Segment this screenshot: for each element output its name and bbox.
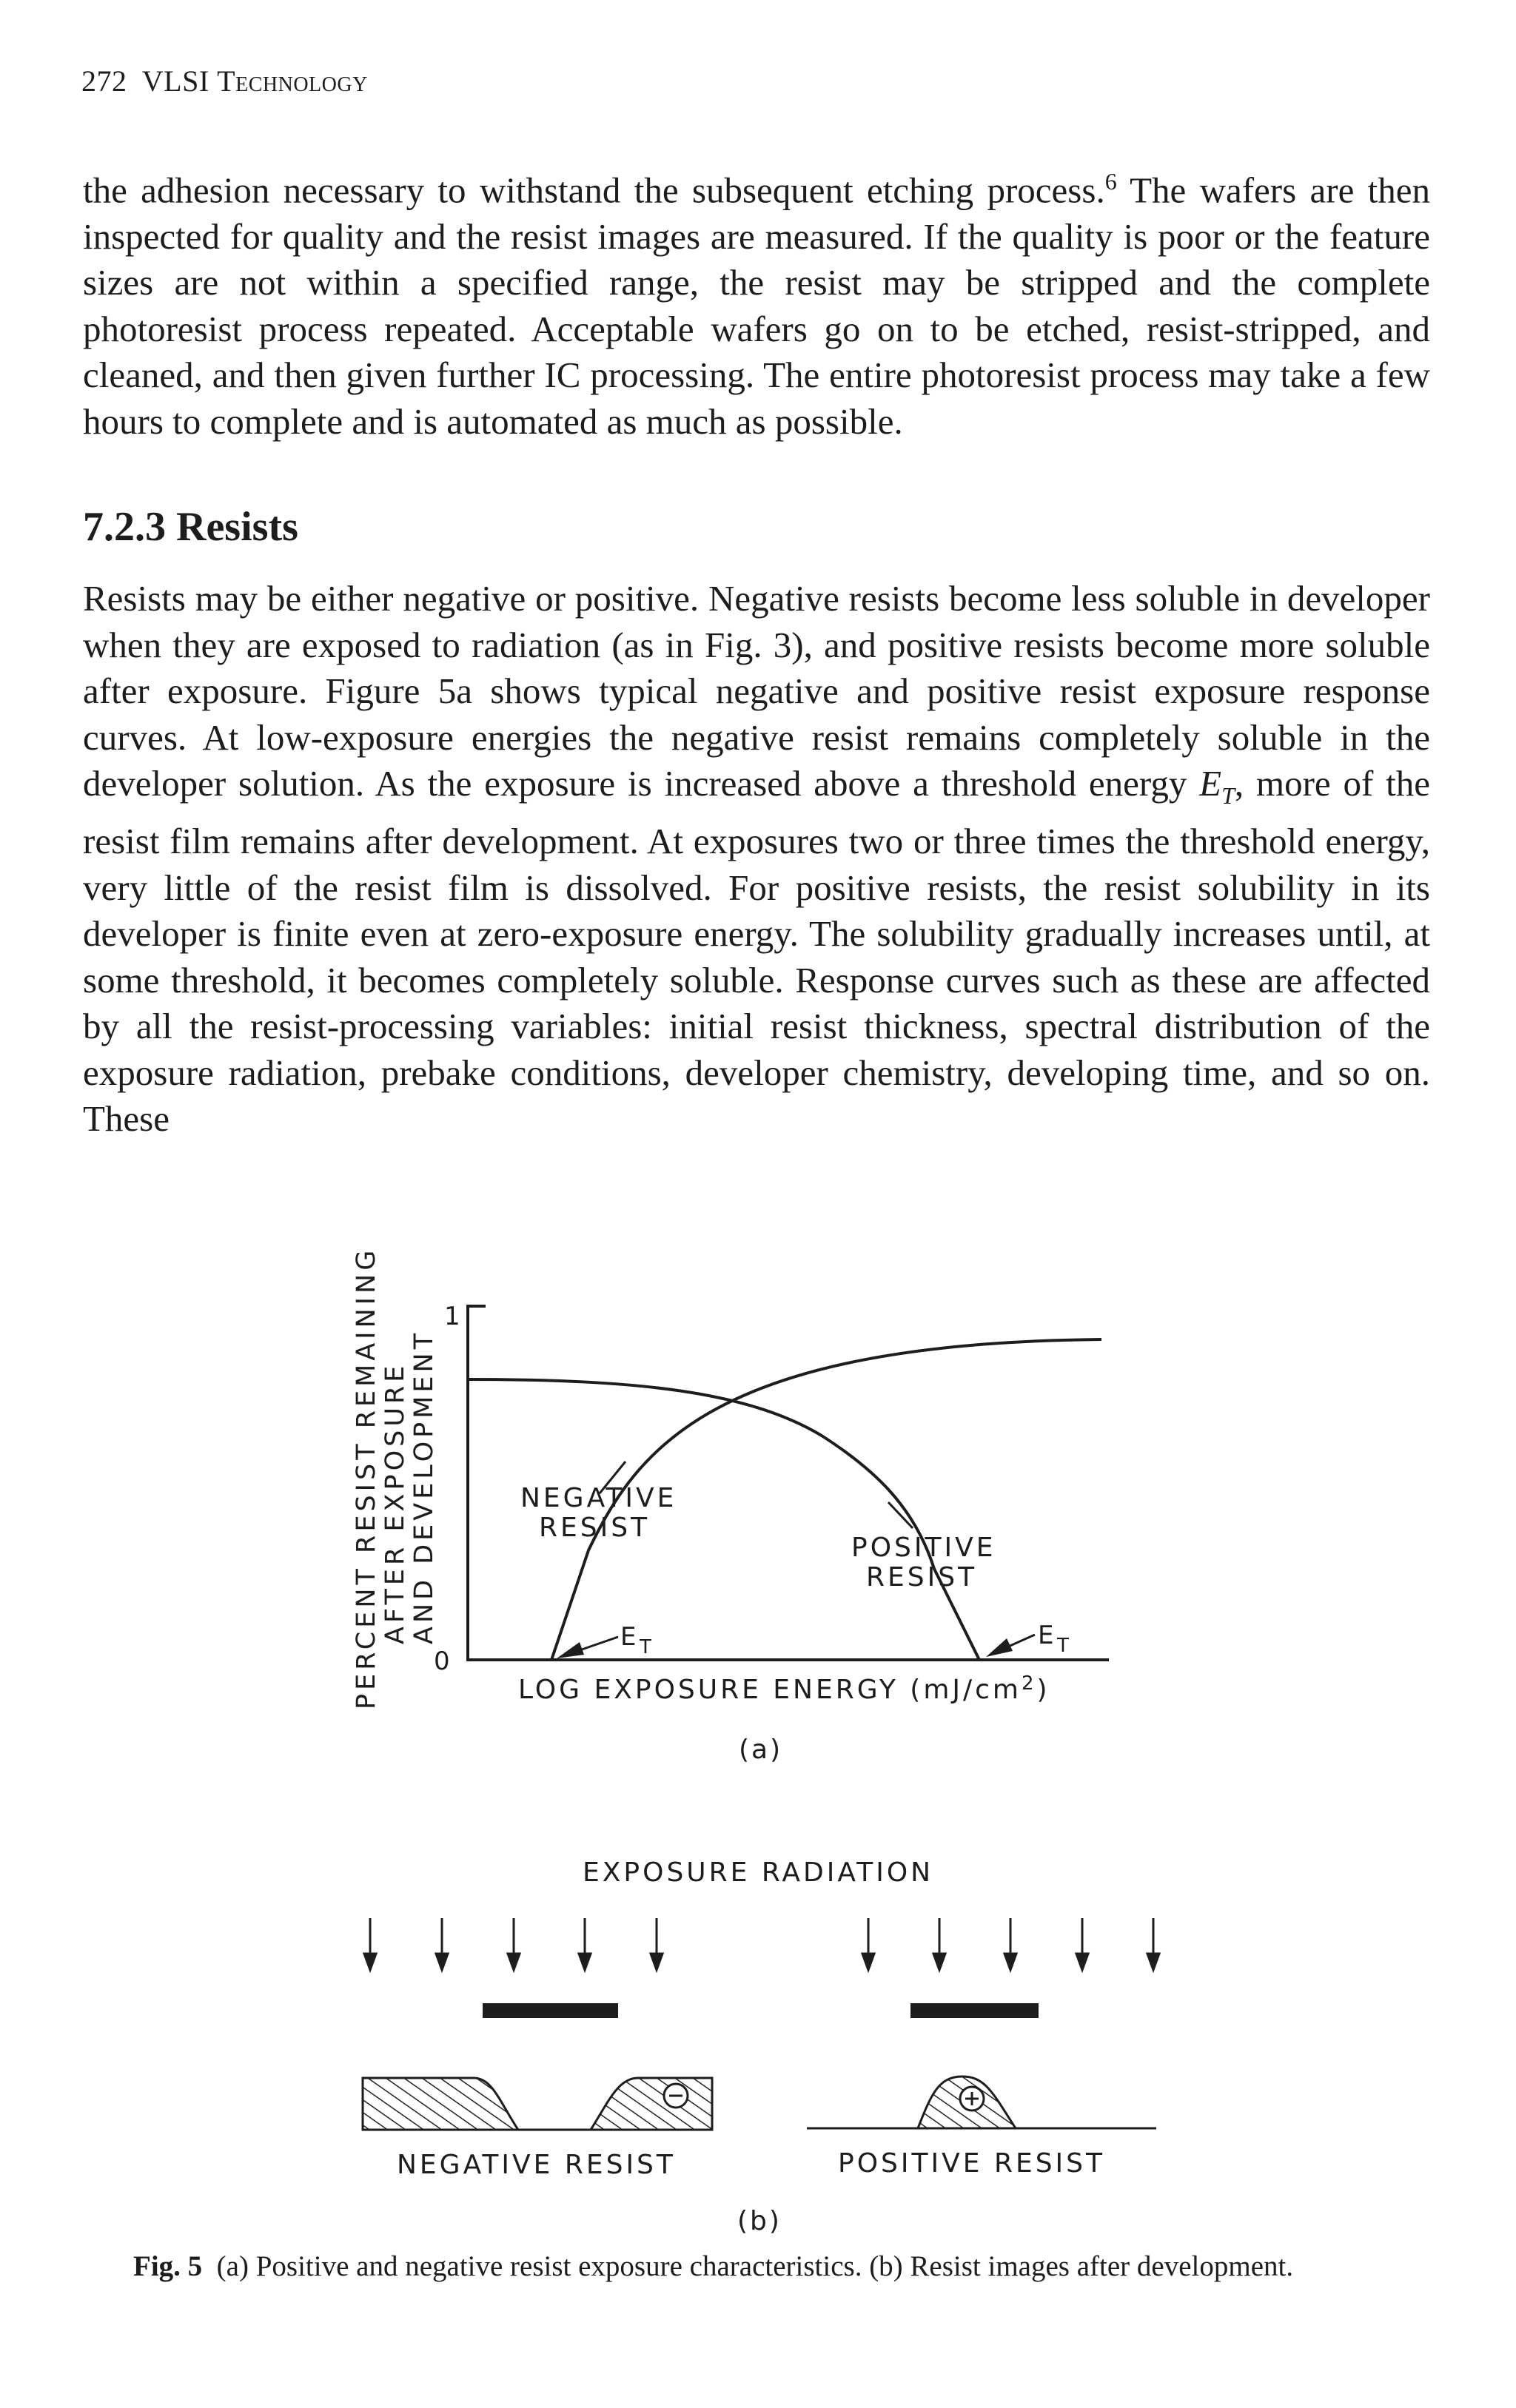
page-number: 272 — [81, 64, 127, 98]
y-axis-label-line2: AFTER EXPOSURE — [380, 1362, 410, 1644]
figure-5 — [0, 1214, 1516, 2242]
y-axis-label-line3: AND DEVELOPMENT — [409, 1329, 439, 1644]
p2-text-b: , more of the resist film remains after development. At exposures two or three times the threshold energy, very little of the resist film is dissolved. For positive resists, the resist solubility in its developer is finite even at zero-exposure energy. The solubility gradually increases until, at some threshold, it becomes completely soluble. Response curves such as these are affected by all the resist-processing variables: initial resist thickness, spectral distribution of the exposure radiation, prebake conditions, developer chemistry, developing time, and so on. These — [83, 763, 1430, 1140]
mask-positive — [910, 2003, 1039, 2018]
section-title: Resists — [176, 504, 298, 550]
negative-resist-label-1: NEGATIVE — [520, 1483, 677, 1513]
radiation-arrows-positive — [862, 1918, 1159, 1970]
panel-b-label: (b) — [737, 2206, 782, 2236]
mask-negative — [483, 2003, 618, 2018]
y-axis-label-line1: PERCENT RESIST REMAINING — [352, 1246, 381, 1709]
caption-label: Fig. 5 — [133, 2250, 203, 2282]
exposure-radiation-title: EXPOSURE RADIATION — [583, 1857, 934, 1888]
x-axis-label: LOG EXPOSURE ENERGY $(mJ/cm^2)$ — [518, 1672, 1050, 1705]
y-tick-0: 0 — [434, 1647, 450, 1676]
positive-threshold-T: T — [1057, 1635, 1069, 1657]
radiation-arrows-negative — [364, 1918, 663, 1970]
figure-caption — [133, 2250, 1293, 2283]
footnote-ref-6: 6 — [1104, 168, 1117, 195]
section-heading — [83, 503, 298, 551]
positive-resist-label-2: RESIST — [866, 1562, 978, 1593]
threshold-symbol: E — [1199, 763, 1222, 804]
negative-threshold-T: T — [640, 1636, 651, 1658]
panel-a — [352, 1247, 1109, 1765]
negative-threshold-arrow — [557, 1637, 618, 1658]
y-tick-1: 1 — [444, 1302, 460, 1331]
body-paragraph-1 — [83, 158, 1430, 445]
caption-text: (a) Positive and negative resist exposure characteristics. (b) Resist images after development. — [216, 2250, 1294, 2282]
panel-a-label: (a) — [739, 1735, 783, 1765]
running-title-word: Technology — [217, 64, 368, 98]
p1-text: the adhesion necessary to withstand the subsequent etching process. — [83, 169, 1105, 211]
negative-resist-caption: NEGATIVE RESIST — [397, 2150, 676, 2180]
running-title-prefix: VLSI — [141, 64, 209, 98]
positive-resist-caption: POSITIVE RESIST — [838, 2148, 1106, 2179]
section-number: 7.2.3 — [83, 504, 166, 550]
positive-resist-profile — [807, 2076, 1156, 2128]
panel-b — [363, 1857, 1159, 2236]
positive-resist-label-1: POSITIVE — [851, 1533, 996, 1563]
threshold-subscript: T — [1221, 781, 1235, 809]
p1-rest: The wafers are then inspected for quality and the resist images are measured. If the quality is poor or the feature sizes are not within a specified range, the resist may be stripped and the complete photoresist process repeated. Acceptable wafers go on to be etched, resist-stripped, and cleaned, and then given further IC processing. The entire photoresist process may take a few hours to complete and is automated as much as possible. — [83, 169, 1430, 442]
body-paragraph-2 — [83, 576, 1430, 1143]
p2-text-a: Resists may be either negative or positive. Negative resists become less soluble in developer when they are exposed to radiation (as in Fig. 3), and positive resists become more soluble after exposure. Figure 5a shows typical negative and positive resist exposure response curves. At low-exposure energies the negative resist remains completely soluble in the developer solution. As the exposure is increased above a threshold energy — [83, 578, 1430, 804]
running-head — [81, 64, 368, 98]
negative-resist-label-2: RESIST — [539, 1513, 651, 1543]
negative-resist-profile — [363, 2078, 712, 2130]
negative-threshold-E: E — [620, 1622, 637, 1652]
positive-threshold-arrow — [986, 1635, 1035, 1657]
positive-threshold-E: E — [1038, 1621, 1054, 1650]
